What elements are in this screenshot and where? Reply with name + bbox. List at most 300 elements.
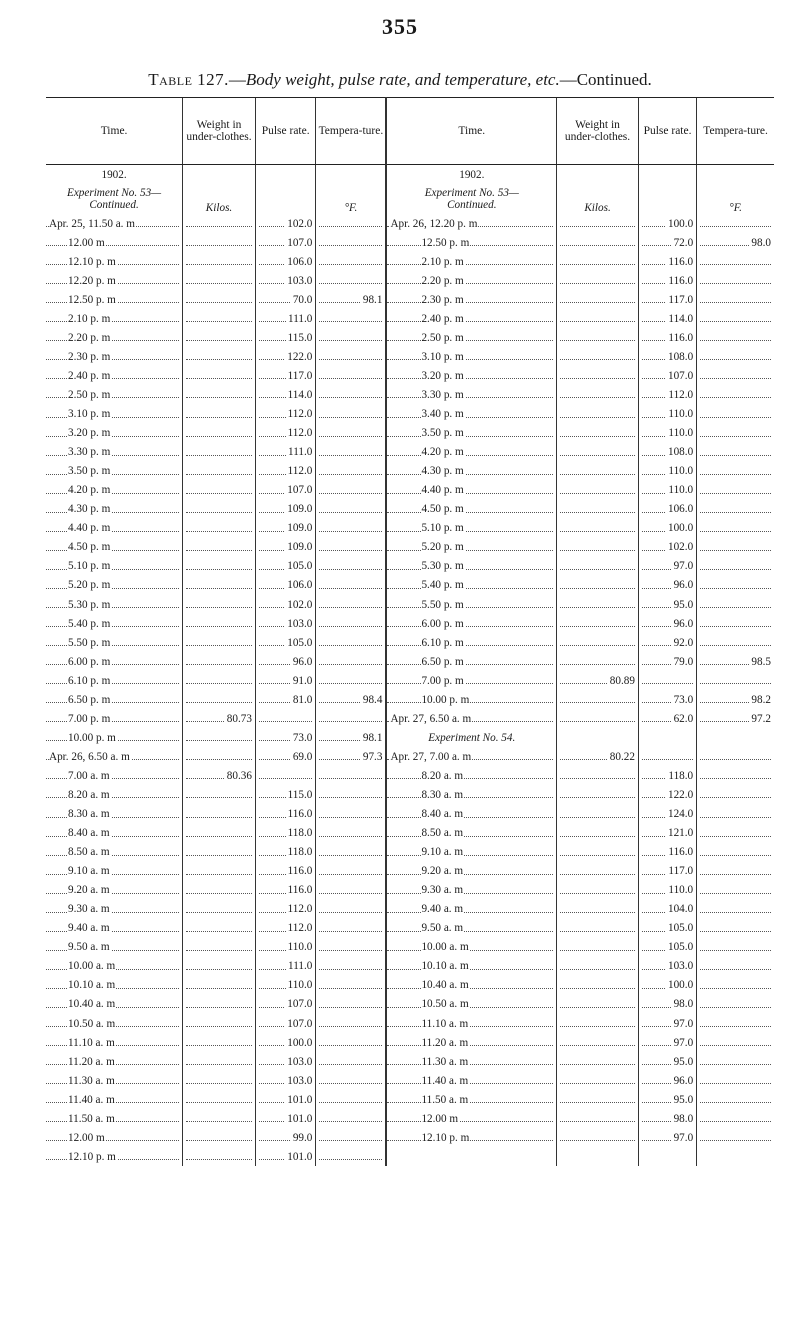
right-time-text: 8.40 a. m bbox=[421, 808, 464, 821]
right-exp-cont: Continued. bbox=[447, 199, 497, 212]
table-row bbox=[46, 1109, 774, 1128]
right-time-cell bbox=[386, 1033, 556, 1052]
right-pulse-cell bbox=[638, 443, 696, 462]
left-pulse-value: 100.0 bbox=[287, 1036, 313, 1049]
table-row bbox=[46, 1014, 774, 1033]
left-time-cell bbox=[46, 252, 183, 271]
right-time-cell bbox=[386, 995, 556, 1014]
right-time-text: 2.50 p. m bbox=[421, 331, 464, 344]
right-pulse-value: 116.0 bbox=[668, 255, 694, 268]
right-temp-cell bbox=[697, 1128, 774, 1147]
left-pulse-cell bbox=[255, 1109, 315, 1128]
header-time-right: Time. bbox=[386, 98, 556, 165]
right-time-text: 5.20 p. m bbox=[421, 541, 464, 554]
table-row bbox=[46, 976, 774, 995]
right-temp-cell bbox=[697, 709, 774, 728]
left-pulse-value: 109.0 bbox=[287, 541, 313, 554]
left-weight-cell bbox=[183, 1128, 256, 1147]
left-time-cell bbox=[46, 614, 183, 633]
right-temp-cell bbox=[697, 747, 774, 766]
right-temp-cell bbox=[697, 900, 774, 919]
right-time-cell bbox=[386, 252, 556, 271]
left-time-cell bbox=[46, 1071, 183, 1090]
left-time-text: 3.10 p. m bbox=[68, 408, 111, 421]
right-temp-cell bbox=[697, 1071, 774, 1090]
right-time-cell bbox=[386, 557, 556, 576]
left-weight-cell bbox=[183, 785, 256, 804]
left-pulse-cell bbox=[255, 1014, 315, 1033]
right-pulse-value: 96.0 bbox=[673, 579, 694, 592]
left-pulse-cell bbox=[255, 405, 315, 424]
left-pulse-cell bbox=[255, 881, 315, 900]
left-weight-cell bbox=[183, 405, 256, 424]
right-time-cell bbox=[386, 824, 556, 843]
right-pulse-value: 108.0 bbox=[667, 350, 694, 363]
left-time-cell bbox=[46, 347, 183, 366]
table-row bbox=[46, 366, 774, 385]
left-temp-cell bbox=[316, 747, 387, 766]
right-time-text: 2.30 p. m bbox=[421, 293, 464, 306]
left-weight-cell bbox=[183, 824, 256, 843]
left-pulse-value: 107.0 bbox=[287, 998, 313, 1011]
right-pulse-value: 116.0 bbox=[668, 846, 694, 859]
right-weight-cell bbox=[557, 843, 639, 862]
left-pulse-cell bbox=[255, 633, 315, 652]
table-row bbox=[46, 843, 774, 862]
right-time-cell bbox=[386, 519, 556, 538]
left-time-text: 11.40 a. m bbox=[68, 1093, 115, 1106]
right-pulse-value: 105.0 bbox=[667, 941, 694, 954]
right-temp-cell bbox=[697, 366, 774, 385]
table-row bbox=[46, 557, 774, 576]
table-row bbox=[46, 290, 774, 309]
left-pulse-value: 115.0 bbox=[287, 788, 313, 801]
table-caption bbox=[0, 70, 800, 90]
left-temp-value: 98.1 bbox=[362, 731, 383, 744]
left-time-cell bbox=[46, 214, 183, 233]
right-pulse-value: 97.0 bbox=[673, 1131, 694, 1144]
right-experiment-label bbox=[386, 184, 556, 214]
right-time-text: 6.50 p. m bbox=[421, 655, 464, 668]
right-weight-cell bbox=[557, 347, 639, 366]
right-time-cell bbox=[386, 862, 556, 881]
right-pulse-value: 110.0 bbox=[668, 465, 694, 478]
right-weight-cell bbox=[557, 881, 639, 900]
right-weight-cell bbox=[557, 862, 639, 881]
left-time-cell bbox=[46, 862, 183, 881]
right-weight-cell bbox=[557, 385, 639, 404]
header-time-left: Time. bbox=[46, 98, 183, 165]
left-time-text: 7.00 p. m bbox=[68, 712, 111, 725]
left-time-cell bbox=[46, 328, 183, 347]
left-time-cell bbox=[46, 271, 183, 290]
right-pulse-value: 102.0 bbox=[667, 541, 694, 554]
left-pulse-cell bbox=[255, 290, 315, 309]
left-time-text: 2.30 p. m bbox=[68, 350, 111, 363]
left-weight-cell bbox=[183, 728, 256, 747]
left-pulse-value: 96.0 bbox=[292, 655, 313, 668]
right-temp-value: 98.5 bbox=[751, 655, 771, 668]
right-temp-cell bbox=[697, 919, 774, 938]
table-row bbox=[46, 214, 774, 233]
left-pulse-cell bbox=[255, 519, 315, 538]
right-pulse-cell bbox=[638, 366, 696, 385]
right-year: 1902. bbox=[386, 165, 556, 185]
right-temp-cell bbox=[697, 576, 774, 595]
right-empty-cell bbox=[638, 184, 696, 214]
right-time-text: 12.10 p. m bbox=[421, 1131, 470, 1144]
left-pulse-cell bbox=[255, 995, 315, 1014]
right-pulse-cell bbox=[638, 405, 696, 424]
left-weight-cell bbox=[183, 766, 256, 785]
right-weight-cell bbox=[557, 690, 639, 709]
left-temp-cell bbox=[316, 881, 387, 900]
left-pulse-value: 105.0 bbox=[287, 636, 313, 649]
right-empty-cell bbox=[557, 1147, 639, 1166]
left-temp-cell bbox=[316, 252, 387, 271]
table-row bbox=[46, 1071, 774, 1090]
left-pulse-cell bbox=[255, 462, 315, 481]
right-empty-cell bbox=[697, 165, 774, 185]
right-pulse-value: 110.0 bbox=[668, 408, 694, 421]
right-time-text: 4.20 p. m bbox=[421, 446, 464, 459]
header-row bbox=[46, 98, 774, 165]
left-temp-cell bbox=[316, 443, 387, 462]
right-pulse-cell bbox=[638, 385, 696, 404]
right-time-cell bbox=[386, 500, 556, 519]
right-temp-cell bbox=[697, 462, 774, 481]
table-row bbox=[46, 347, 774, 366]
right-time-cell bbox=[386, 214, 556, 233]
left-weight-cell bbox=[183, 462, 256, 481]
table-row bbox=[46, 785, 774, 804]
right-pulse-cell bbox=[638, 309, 696, 328]
left-weight-cell bbox=[183, 500, 256, 519]
left-time-cell bbox=[46, 671, 183, 690]
right-time-text: 9.30 a. m bbox=[421, 884, 464, 897]
right-time-cell bbox=[386, 957, 556, 976]
right-weight-cell bbox=[557, 214, 639, 233]
left-time-cell bbox=[46, 405, 183, 424]
table-row bbox=[46, 766, 774, 785]
right-weight-cell bbox=[557, 366, 639, 385]
right-time-text: 3.50 p. m bbox=[421, 427, 464, 440]
left-time-cell bbox=[46, 976, 183, 995]
left-time-text: 8.50 a. m bbox=[68, 846, 110, 859]
right-weight-cell bbox=[557, 405, 639, 424]
right-unit-kilos: Kilos. bbox=[557, 184, 639, 214]
right-temp-cell bbox=[697, 271, 774, 290]
left-temp-cell bbox=[316, 366, 387, 385]
right-time-cell bbox=[386, 919, 556, 938]
left-time-text: 5.30 p. m bbox=[68, 598, 111, 611]
left-time-cell bbox=[46, 366, 183, 385]
right-time-text: 5.50 p. m bbox=[421, 598, 464, 611]
left-pulse-value: 103.0 bbox=[287, 617, 313, 630]
table-row bbox=[46, 862, 774, 881]
left-time-text: 10.50 a. m bbox=[68, 1017, 116, 1030]
right-weight-cell bbox=[557, 785, 639, 804]
right-weight-cell bbox=[557, 328, 639, 347]
right-time-text: 10.40 a. m bbox=[421, 979, 469, 992]
right-weight-cell bbox=[557, 1033, 639, 1052]
left-pulse-cell bbox=[255, 690, 315, 709]
left-temp-cell bbox=[316, 785, 387, 804]
caption-continued: —Continued. bbox=[559, 70, 652, 89]
header-pulse-right: Pulse rate. bbox=[638, 98, 696, 165]
left-pulse-cell bbox=[255, 957, 315, 976]
left-pulse-value: 111.0 bbox=[288, 446, 313, 459]
left-pulse-value: 73.0 bbox=[292, 731, 313, 744]
left-weight-cell bbox=[183, 614, 256, 633]
left-time-text: 11.10 a. m bbox=[68, 1036, 115, 1049]
left-pulse-cell bbox=[255, 938, 315, 957]
left-weight-cell bbox=[183, 557, 256, 576]
left-weight-value: 80.73 bbox=[226, 712, 252, 725]
right-time-cell bbox=[386, 1109, 556, 1128]
right-pulse-cell bbox=[638, 1128, 696, 1147]
right-pulse-cell bbox=[638, 671, 696, 690]
left-time-cell bbox=[46, 1014, 183, 1033]
right-pulse-cell bbox=[638, 747, 696, 766]
left-time-cell bbox=[46, 1128, 183, 1147]
right-time-text: 8.20 a. m bbox=[421, 769, 464, 782]
table-row bbox=[46, 652, 774, 671]
table-row bbox=[46, 309, 774, 328]
left-pulse-cell bbox=[255, 785, 315, 804]
left-temp-cell bbox=[316, 271, 387, 290]
right-pulse-cell bbox=[638, 462, 696, 481]
right-weight-cell bbox=[557, 938, 639, 957]
left-time-cell bbox=[46, 1033, 183, 1052]
left-pulse-cell bbox=[255, 385, 315, 404]
right-pulse-cell bbox=[638, 481, 696, 500]
left-temp-cell bbox=[316, 938, 387, 957]
left-time-text: 12.10 p. m bbox=[68, 1150, 116, 1163]
left-empty-cell bbox=[316, 165, 387, 185]
right-pulse-cell bbox=[638, 1052, 696, 1071]
left-time-cell bbox=[46, 538, 183, 557]
right-time-cell bbox=[386, 347, 556, 366]
right-time-text: 4.40 p. m bbox=[421, 484, 464, 497]
right-time-cell bbox=[386, 366, 556, 385]
left-time-cell bbox=[46, 424, 183, 443]
left-weight-cell bbox=[183, 424, 256, 443]
left-experiment-label bbox=[46, 184, 183, 214]
right-temp-cell bbox=[697, 843, 774, 862]
right-pulse-cell bbox=[638, 900, 696, 919]
left-unit-kilos: Kilos. bbox=[183, 184, 256, 214]
right-pulse-value: 100.0 bbox=[667, 979, 694, 992]
right-time-cell bbox=[386, 633, 556, 652]
left-time-text: 10.00 a. m bbox=[68, 960, 116, 973]
left-time-text: 12.20 p. m bbox=[68, 274, 116, 287]
right-temp-cell bbox=[697, 995, 774, 1014]
left-temp-cell bbox=[316, 995, 387, 1014]
left-pulse-value: 69.0 bbox=[292, 750, 313, 763]
right-temp-cell bbox=[697, 538, 774, 557]
table-row bbox=[46, 1090, 774, 1109]
right-temp-cell bbox=[697, 1014, 774, 1033]
left-pulse-value: 101.0 bbox=[287, 1150, 313, 1163]
left-time-cell bbox=[46, 881, 183, 900]
right-temp-cell bbox=[697, 443, 774, 462]
right-pulse-cell bbox=[638, 1109, 696, 1128]
right-pulse-cell bbox=[638, 843, 696, 862]
right-pulse-cell bbox=[638, 995, 696, 1014]
left-pulse-value: 122.0 bbox=[287, 350, 313, 363]
right-weight-cell bbox=[557, 309, 639, 328]
left-weight-cell bbox=[183, 957, 256, 976]
right-pulse-value: 122.0 bbox=[667, 788, 694, 801]
right-time-cell bbox=[386, 690, 556, 709]
left-empty-cell bbox=[255, 165, 315, 185]
table-row bbox=[46, 271, 774, 290]
right-weight-value: 80.22 bbox=[609, 750, 635, 763]
left-time-cell bbox=[46, 919, 183, 938]
right-pulse-cell bbox=[638, 328, 696, 347]
right-pulse-cell bbox=[638, 519, 696, 538]
right-time-text: 3.40 p. m bbox=[421, 408, 464, 421]
left-weight-cell bbox=[183, 1071, 256, 1090]
right-time-text: 9.40 a. m bbox=[421, 903, 464, 916]
left-temp-cell bbox=[316, 919, 387, 938]
left-pulse-cell bbox=[255, 1052, 315, 1071]
right-weight-cell bbox=[557, 957, 639, 976]
left-weight-cell bbox=[183, 976, 256, 995]
left-temp-cell bbox=[316, 481, 387, 500]
right-pulse-value: 103.0 bbox=[667, 960, 694, 973]
right-time-cell bbox=[386, 805, 556, 824]
left-time-text: 5.40 p. m bbox=[68, 617, 111, 630]
left-time-text: 5.10 p. m bbox=[68, 560, 111, 573]
left-pulse-value: 103.0 bbox=[287, 1055, 313, 1068]
right-weight-cell bbox=[557, 424, 639, 443]
table-row bbox=[46, 424, 774, 443]
left-empty-cell bbox=[183, 165, 256, 185]
right-pulse-value: 114.0 bbox=[668, 312, 694, 325]
left-time-text: 3.50 p. m bbox=[68, 465, 111, 478]
left-temp-cell bbox=[316, 728, 387, 747]
right-time-cell bbox=[386, 671, 556, 690]
left-temp-cell bbox=[316, 976, 387, 995]
left-temp-cell bbox=[316, 519, 387, 538]
left-pulse-cell bbox=[255, 919, 315, 938]
header-weight-left: Weight in under-clothes. bbox=[183, 98, 256, 165]
left-time-text: 10.40 a. m bbox=[68, 998, 116, 1011]
right-time-cell bbox=[386, 1052, 556, 1071]
right-weight-cell bbox=[557, 271, 639, 290]
left-pulse-value: 110.0 bbox=[287, 941, 313, 954]
right-temp-cell bbox=[697, 652, 774, 671]
left-pulse-value: 102.0 bbox=[287, 217, 313, 230]
left-time-cell bbox=[46, 557, 183, 576]
right-time-cell bbox=[386, 785, 556, 804]
right-time-cell bbox=[386, 766, 556, 785]
right-weight-cell bbox=[557, 652, 639, 671]
right-temp-cell bbox=[697, 862, 774, 881]
right-temp-value: 97.2 bbox=[751, 712, 771, 725]
table-row bbox=[46, 184, 774, 214]
right-time-cell bbox=[386, 881, 556, 900]
right-weight-cell bbox=[557, 747, 639, 766]
right-temp-cell bbox=[697, 938, 774, 957]
table-row bbox=[46, 919, 774, 938]
left-pulse-value: 107.0 bbox=[287, 236, 313, 249]
right-time-text: 5.40 p. m bbox=[421, 579, 464, 592]
left-weight-cell bbox=[183, 328, 256, 347]
right-time-cell bbox=[386, 481, 556, 500]
left-temp-cell bbox=[316, 862, 387, 881]
left-pulse-value: 111.0 bbox=[288, 960, 313, 973]
left-time-cell bbox=[46, 290, 183, 309]
right-empty-cell bbox=[386, 1147, 556, 1166]
left-time-text: 4.50 p. m bbox=[68, 541, 111, 554]
right-pulse-value: 98.0 bbox=[673, 1112, 694, 1125]
left-time-text: 8.40 a. m bbox=[68, 827, 110, 840]
right-time-text: 8.50 a. m bbox=[421, 827, 464, 840]
right-pulse-value: 105.0 bbox=[667, 922, 694, 935]
right-time-text: 11.20 a. m bbox=[421, 1036, 469, 1049]
right-pulse-cell bbox=[638, 709, 696, 728]
table-row bbox=[46, 576, 774, 595]
right-empty-cell bbox=[557, 728, 639, 747]
table-row bbox=[46, 385, 774, 404]
left-time-cell bbox=[46, 900, 183, 919]
right-weight-cell bbox=[557, 1128, 639, 1147]
left-weight-cell bbox=[183, 1147, 256, 1166]
left-pulse-cell bbox=[255, 347, 315, 366]
left-time-cell bbox=[46, 233, 183, 252]
right-time-cell bbox=[386, 385, 556, 404]
left-time-text: 4.20 p. m bbox=[68, 484, 111, 497]
left-temp-cell bbox=[316, 595, 387, 614]
right-temp-cell bbox=[697, 595, 774, 614]
right-time-cell bbox=[386, 538, 556, 557]
right-time-text: 9.10 a. m bbox=[421, 846, 464, 859]
left-time-text: 2.50 p. m bbox=[68, 388, 111, 401]
right-pulse-value: 110.0 bbox=[668, 884, 694, 897]
left-pulse-value: 81.0 bbox=[292, 693, 313, 706]
left-time-cell bbox=[46, 633, 183, 652]
right-weight-cell bbox=[557, 995, 639, 1014]
left-temp-cell bbox=[316, 1033, 387, 1052]
left-time-cell bbox=[46, 938, 183, 957]
left-weight-cell bbox=[183, 443, 256, 462]
right-temp-cell bbox=[697, 385, 774, 404]
left-pulse-value: 109.0 bbox=[287, 522, 313, 535]
header-temp-right: Tempera-ture. bbox=[697, 98, 774, 165]
right-pulse-value: 107.0 bbox=[667, 369, 694, 382]
left-pulse-cell bbox=[255, 862, 315, 881]
left-time-cell bbox=[46, 481, 183, 500]
left-temp-cell bbox=[316, 1128, 387, 1147]
right-pulse-value: 97.0 bbox=[673, 560, 694, 573]
right-pulse-value: 100.0 bbox=[667, 217, 694, 230]
right-pulse-value: 110.0 bbox=[668, 427, 694, 440]
left-weight-cell bbox=[183, 576, 256, 595]
right-temp-cell bbox=[697, 690, 774, 709]
left-time-text: 2.40 p. m bbox=[68, 369, 111, 382]
left-temp-cell bbox=[316, 652, 387, 671]
right-time-cell bbox=[386, 1014, 556, 1033]
left-pulse-value: 99.0 bbox=[292, 1131, 313, 1144]
left-pulse-value: 103.0 bbox=[287, 1074, 313, 1087]
right-time-text: 3.10 p. m bbox=[421, 350, 464, 363]
left-temp-cell bbox=[316, 424, 387, 443]
left-temp-cell bbox=[316, 1052, 387, 1071]
left-temp-value: 98.4 bbox=[362, 693, 383, 706]
